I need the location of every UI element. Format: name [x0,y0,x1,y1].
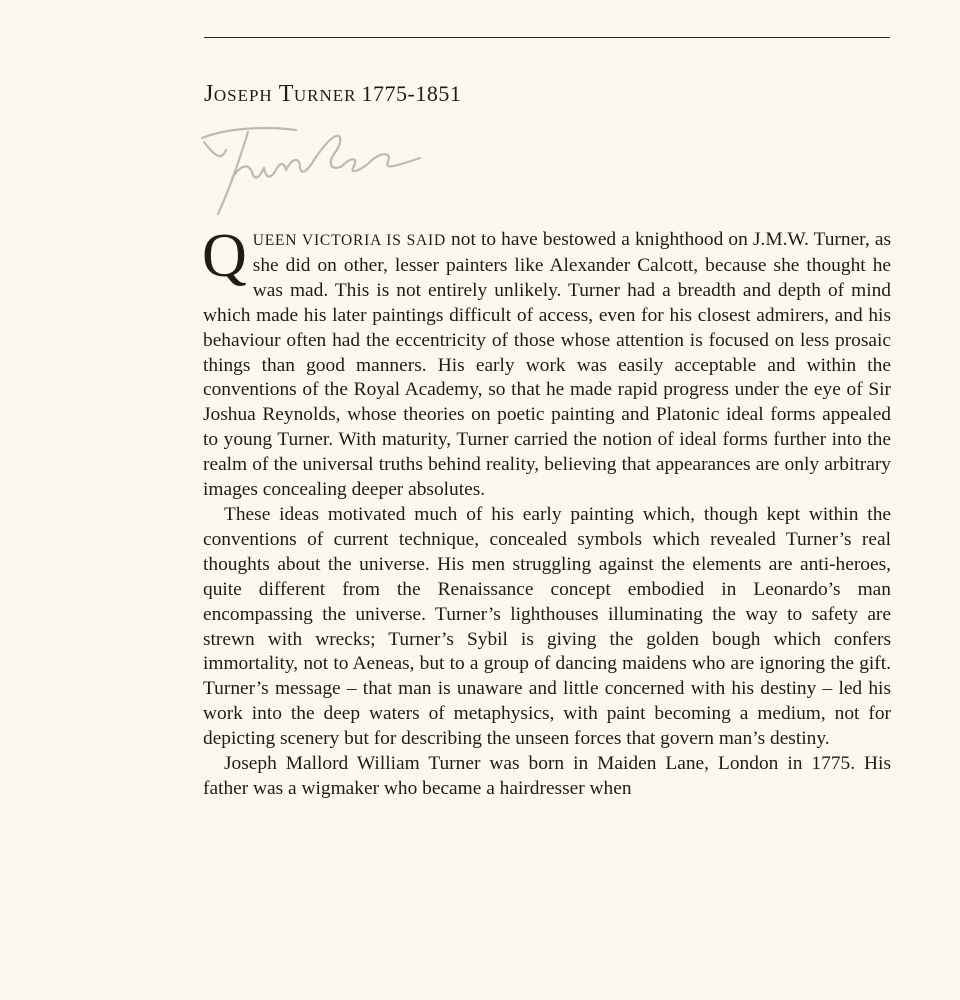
lead-in: UEEN VICTORIA IS SAID [252,232,446,249]
title-last-initial: T [278,81,294,107]
paragraph-3: Joseph Mallord William Turner was born in Maiden Lane, London in 1775. His father was a wigmaker who became a hairdresser when [203,753,891,799]
top-rule [204,37,890,38]
title-last-rest: URNER [293,86,357,105]
title-first-initial: J [204,81,214,107]
article-body [202,222,891,802]
signature-image [196,118,428,218]
signature-text: Turner [196,118,199,119]
title-dates: 1775-1851 [361,81,462,106]
paragraph-1-text: not to have bestowed a knighthood on J.M.W. Turner, as she did on other, lesser painters like Alexander Calcott, because she thought he was mad. This is not entirely unlikely. Turner had a breadth and depth of mind which made his later paintings difficult of access, even for his closest admirers, and his behaviour often had the eccentricity of those whose attention is focused on less prosaic things than good manners. His early work was easily acceptable and within the conventions of the Royal Academy, so that he made rapid progress under the eye of Sir Joshua Reynolds, whose theories on poetic painting and Platonic ideal forms appealed to young Turner. With maturity, Turner carried the notion of ideal forms further into the realm of the universal truths behind reality, believing that appearances are only arbitrary images concealing deeper absolutes. [203,229,891,501]
title-first-rest: OSEPH [213,86,273,105]
drop-cap: Q [202,222,247,290]
paragraph-2: These ideas motivated much of his early painting which, though kept within the conventions of current technique, concealed symbols which revealed Turner’s real thoughts about the universe. His men struggling against the elements are anti-heroes, quite different from the Renaissance concept embodied in Leonardo’s man encompassing the universe. Turner’s lighthouses illuminating the way to safety are strewn with wrecks; Turner’s Sybil is giving the golden bough which confers immortality, not to Aeneas, but to a group of dancing maidens who are ignoring the gift. Turner’s message – that man is unaware and little concerned with his destiny – led his work into the deep waters of metaphysics, with paint becoming a medium, not for depicting scenery but for describing the unseen forces that govern man’s destiny. [203,503,891,750]
paragraph-1 [202,222,891,503]
page-title [204,80,461,110]
